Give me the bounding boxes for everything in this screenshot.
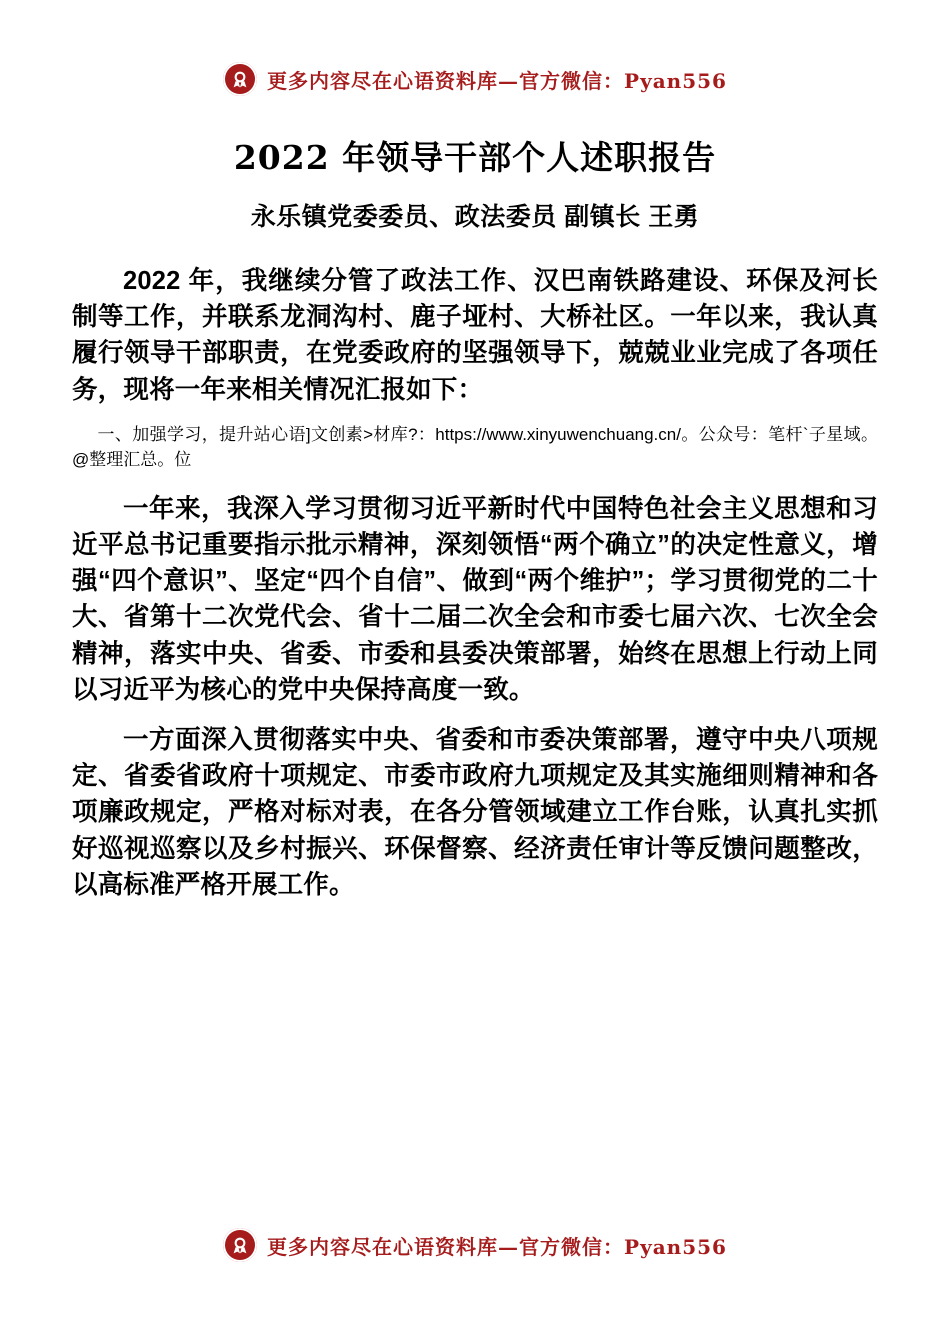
award-seal-icon — [223, 62, 257, 96]
document-subtitle: 永乐镇党委委员、政法委员 副镇长 王勇 — [250, 203, 700, 231]
watermark-text: 更多内容尽在心语资料库—官方微信：Pyan556 — [267, 1234, 727, 1259]
bottom-watermark-banner — [0, 1228, 950, 1262]
page-title: 2022 年领导干部个人述职报告 — [233, 138, 717, 177]
paragraph-1: 2022 年，我继续分管了政法工作、汉巴南铁路建设、环保及河长制等工作，并联系龙洞沟村、鹿子垭村、大桥社区。一年以来，我认真履行领导干部职责，在党委政府的坚强领导下，兢兢业业完成了各项任务，现将一年来相关情况汇报如下： — [72, 267, 878, 404]
document-content — [72, 132, 878, 903]
paragraph-4: 一方面深入贯彻落实中央、省委和市委决策部署，遵守中央八项规定、省委省政府十项规定、市委市政府九项规定及其实施细则精神和各项廉政规定，严格对标对表，在各分管领域建立工作台账，认真扎实抓好巡视巡察以及乡村振兴、环保督察、经济责任审计等反馈问题整改，以高标准严格开展工作。 — [72, 726, 878, 899]
paragraph-2-note: 一、加强学习，提升站心语]文创素>材库?：https://www.xinyuwenchuang.cn/。公众号：笔杆`子星域。@整理汇总。位 — [72, 424, 878, 470]
paragraph-3: 一年来，我深入学习贯彻习近平新时代中国特色社会主义思想和习近平总书记重要指示批示精神，深刻领悟“两个确立”的决定性意义，增强“四个意识”、坚定“四个自信”、做到“两个维护”；学习贯彻党的二十大、省第十二次党代会、省十二届二次全会和市委七届六次、七次全会精神，落实中央、省委、市委和县委决策部署，始终在思想上行动上同以习近平为核心的党中央保持高度一致。 — [72, 494, 878, 704]
award-seal-icon — [223, 1228, 257, 1262]
watermark-text: 更多内容尽在心语资料库—官方微信：Pyan556 — [267, 68, 727, 93]
top-watermark-banner — [72, 0, 878, 96]
